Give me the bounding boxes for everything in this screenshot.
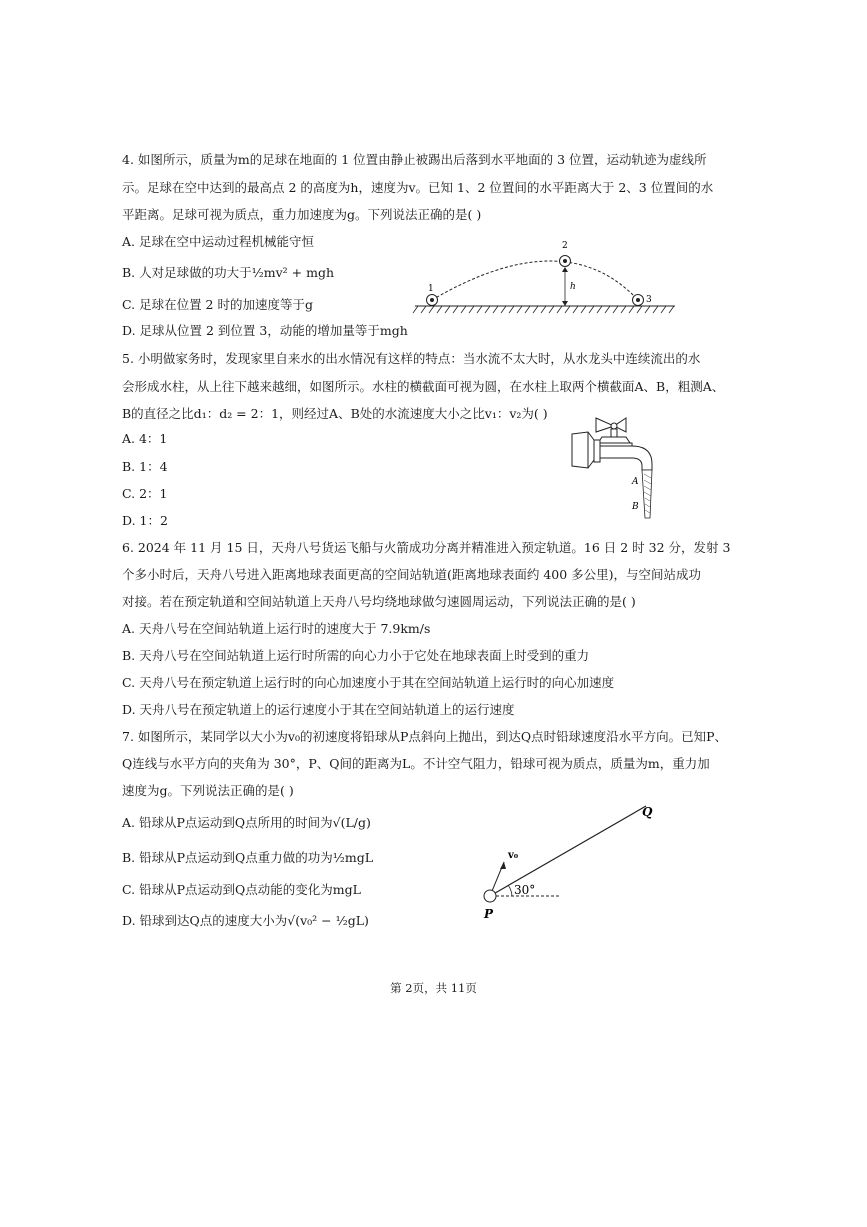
q4-label-h: h <box>570 282 576 292</box>
page-footer: 第 2页，共 11页 <box>390 981 477 995</box>
q4-option-c: C. 足球在位置 2 时的加速度等于g <box>122 297 313 312</box>
q5-stem-line-2: 会形成水柱，从上往下越来越细，如图所示。水柱的横截面可视为圆，在水柱上取两个横截面A、B，粗测A、 <box>122 379 725 394</box>
q7-option-c: C. 铅球从P点运动到Q点动能的变化为mgL <box>122 882 361 897</box>
q6-option-c: C. 天舟八号在预定轨道上运行时的向心加速度小于其在空间站轨道上运行时的向心加速度 <box>122 675 615 690</box>
q6-stem-line-1: 6. 2024 年 11 月 15 日，天舟八号货运飞船与火箭成功分离并精准进入预定轨道。16 日 2 时 32 分，发射 3 <box>122 540 731 555</box>
q4-stem-line-1: 4. 如图所示，质量为m的足球在地面的 1 位置由静止被踢出后落到水平地面的 3 位置，运动轨迹为虚线所 <box>122 152 707 167</box>
label-b: B <box>632 502 639 512</box>
q4-label-2: 2 <box>562 241 568 251</box>
label-v0: v₀ <box>508 850 519 861</box>
label-p: P <box>484 907 494 921</box>
q5-stem-line-1: 5. 小明做家务时，发现家里自来水的出水情况有这样的特点：当水流不太大时，从水龙头中连续流出的水 <box>122 351 701 366</box>
q7-stem-line-3: 速度为g。下列说法正确的是( ) <box>122 783 294 798</box>
q5-option-c: C. 2：1 <box>122 486 168 501</box>
ball-1-icon <box>427 295 438 306</box>
shot-put-ball-icon <box>484 890 496 902</box>
ball-2-icon <box>560 256 571 267</box>
q4-stem-line-2: 示。足球在空中达到的最高点 2 的高度为h，速度为v。已知 1、2 位置间的水平距离大于 2、3 位置间的水 <box>122 180 714 195</box>
q5-option-a: A. 4：1 <box>122 431 168 446</box>
q7-option-d: D. 铅球到达Q点的速度大小为√(v₀² − ½gL) <box>122 913 369 928</box>
faucet-figure <box>568 412 668 524</box>
q4-option-a: A. 足球在空中运动过程机械能守恒 <box>122 234 314 249</box>
q7-stem-line-1: 7. 如图所示，某同学以大小为v₀的初速度将铅球从P点斜向上抛出，到达Q点时铅球速度沿水平方向。已知P、 <box>122 729 728 744</box>
ball-3-icon <box>633 295 644 306</box>
faucet-handle-icon <box>596 418 626 437</box>
label-q: Q <box>642 805 653 819</box>
q5-stem-line-3: B的直径之比d₁：d₂ = 2：1，则经过A、B处的水流速度大小之比v₁：v₂为( ) <box>122 406 548 421</box>
q4-label-3: 3 <box>646 295 652 305</box>
q6-stem-line-2: 个多小时后，天舟八号进入距离地球表面更高的空间站轨道(距离地球表面约 400 多公里)，与空间站成功 <box>122 567 702 582</box>
q4-trajectory-figure <box>410 236 680 320</box>
q4-option-b: B. 人对足球做的功大于½mv² + mgh <box>122 265 334 280</box>
q6-option-b: B. 天舟八号在空间站轨道上运行时所需的向心力小于它处在地球表面上时受到的重力 <box>122 648 590 663</box>
label-angle: 30° <box>514 883 536 897</box>
q7-stem-line-2: Q连线与水平方向的夹角为 30°，P、Q间的距离为L。不计空气阻力，铅球可视为质点，质量为m，重力加 <box>122 756 710 771</box>
label-a: A <box>632 477 639 487</box>
q6-stem-line-3: 对接。若在预定轨道和空间站轨道上天舟八号均绕地球做匀速圆周运动，下列说法正确的是( ) <box>122 594 636 609</box>
q4-label-1: 1 <box>428 284 434 294</box>
q5-option-d: D. 1：2 <box>122 513 168 528</box>
q5-option-b: B. 1：4 <box>122 459 168 474</box>
q6-option-d: D. 天舟八号在预定轨道上的运行速度小于其在空间站轨道上的运行速度 <box>122 702 515 717</box>
q6-option-a: A. 天舟八号在空间站轨道上运行时的速度大于 7.9km/s <box>122 621 431 636</box>
q7-option-b: B. 铅球从P点运动到Q点重力做的功为½mgL <box>122 850 374 865</box>
q4-stem-line-3: 平距离。足球可视为质点，重力加速度为g。下列说法正确的是( ) <box>122 207 482 222</box>
q4-option-d: D. 足球从位置 2 到位置 3，动能的增加量等于mgh <box>122 323 408 338</box>
shot-put-figure <box>470 798 670 923</box>
q7-option-a: A. 铅球从P点运动到Q点所用的时间为√(L/g) <box>122 815 371 830</box>
